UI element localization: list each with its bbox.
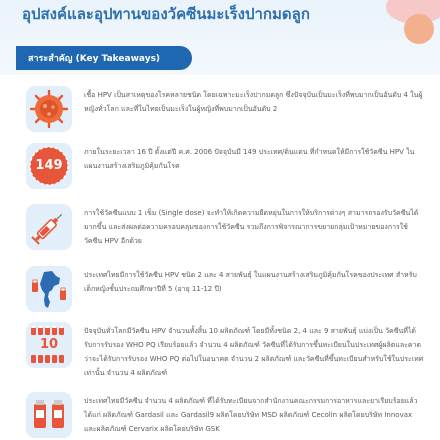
takeaway-text: ประเทศไทยมีการใช้วัคซีน HPV ชนิด 2 และ 4 สายพันธุ์ ในแผนงานสร้างเสริมภูมิคุ้มกันโรคของประเทศ สำหรับเด็กหญิงชั้นประถมศึกษาปีที่ 5 (อายุ 11-12 ปี) — [84, 271, 417, 293]
thailand-map-icon — [26, 266, 72, 312]
takeaway-text: ภายในระยะเวลา 16 ปี ตั้งแต่ปี ค.ศ. 2006 ปัจจุบันมี 149 ประเทศ/ดินแดน ที่กำหนดให้มีการใช้วัคซีน HPV ในแผนงานสร้างเสริมภูมิคุ้มกันโรค — [84, 148, 415, 170]
takeaway-text: ประเทศไทยมีวัคซีน จำนวน 4 ผลิตภัณฑ์ ที่ได้รับทะเบียนจากสำนักงานคณะกรรมการอาหารและยาเรียบร้อยแล้ว ได้แก่ ผลิตภัณฑ์ Gardasil และ Gardasil9 ผลิตโดยบริษัท MSD ผลิตภัณฑ์ Cecolin ผลิตโดยบริษัท Innovax และผลิตภัณฑ์ Cervarix ผลิตโดยบริษัท GSK — [84, 397, 418, 433]
section-label: สาระสำคัญ (Key Takeaways) — [28, 54, 161, 64]
number-badge-icon — [26, 143, 72, 189]
takeaway-text: ปัจจุบันทั่วโลกมีวัคซีน HPV จำนวนทั้งสิ้น 10 ผลิตภัณฑ์ โดยมีทั้งชนิด 2, 4 และ 9 สายพันธุ์ แบ่งเป็น วัคซีนที่ได้รับการรับรอง WHO PQ เรียบร้อยแล้ว จำนวน 4 ผลิตภัณฑ์ วัคซีนที่ได้รับการขึ้นทะเบียนในประเทศผู้ผลิตและคาดว่าจะได้รับการรับรอง WHO PQ ต่อไปในอนาคต จำนวน 2 ผลิตภัณฑ์ และวัคซีนที่ขึ้นทะเบียนสำหรับใช้ในประเทศเท่านั้น จำนวน 4 ผลิตภัณฑ์ — [84, 327, 424, 377]
vaccine-vials-icon — [26, 392, 72, 438]
vaccine-vials-icon — [26, 322, 72, 368]
takeaway-text: เชื้อ HPV เป็นสาเหตุของโรคหลายชนิด โดยเฉพาะมะเร็งปากมดลูก ซึ่งปัจจุบันเป็นมะเร็งที่พบมากเป็นอันดับ 4 ในผู้หญิงทั่วโลก และที่ในไทยเป็นมะเร็งในผู้หญิงที่พบมากเป็นอันดับ 2 — [84, 91, 423, 113]
page-title: อุปสงค์และอุปทานของวัคซีนมะเร็งปากมดลูก — [22, 5, 310, 23]
badge-number: 10 — [39, 337, 59, 352]
decoration-shape — [404, 14, 434, 44]
syringe-icon — [26, 204, 72, 250]
badge-number: 149 — [35, 158, 63, 173]
virus-icon — [26, 86, 72, 132]
section-header — [16, 46, 192, 70]
takeaway-text: การใช้วัคซีนแบบ 1 เข็ม (Single dose) จะทำให้เกิดความยืดหยุ่นในการให้บริการต่างๆ สามารถรองรับวัคซีนได้มากขึ้น และส่งผลต่อความครอบคลุมของการใช้วัคซีน รวมถึงการพิจารณาการขยายกลุ่มเป้าหมายของการใช้วัคซีน HPV อีกด้วย — [84, 209, 419, 245]
